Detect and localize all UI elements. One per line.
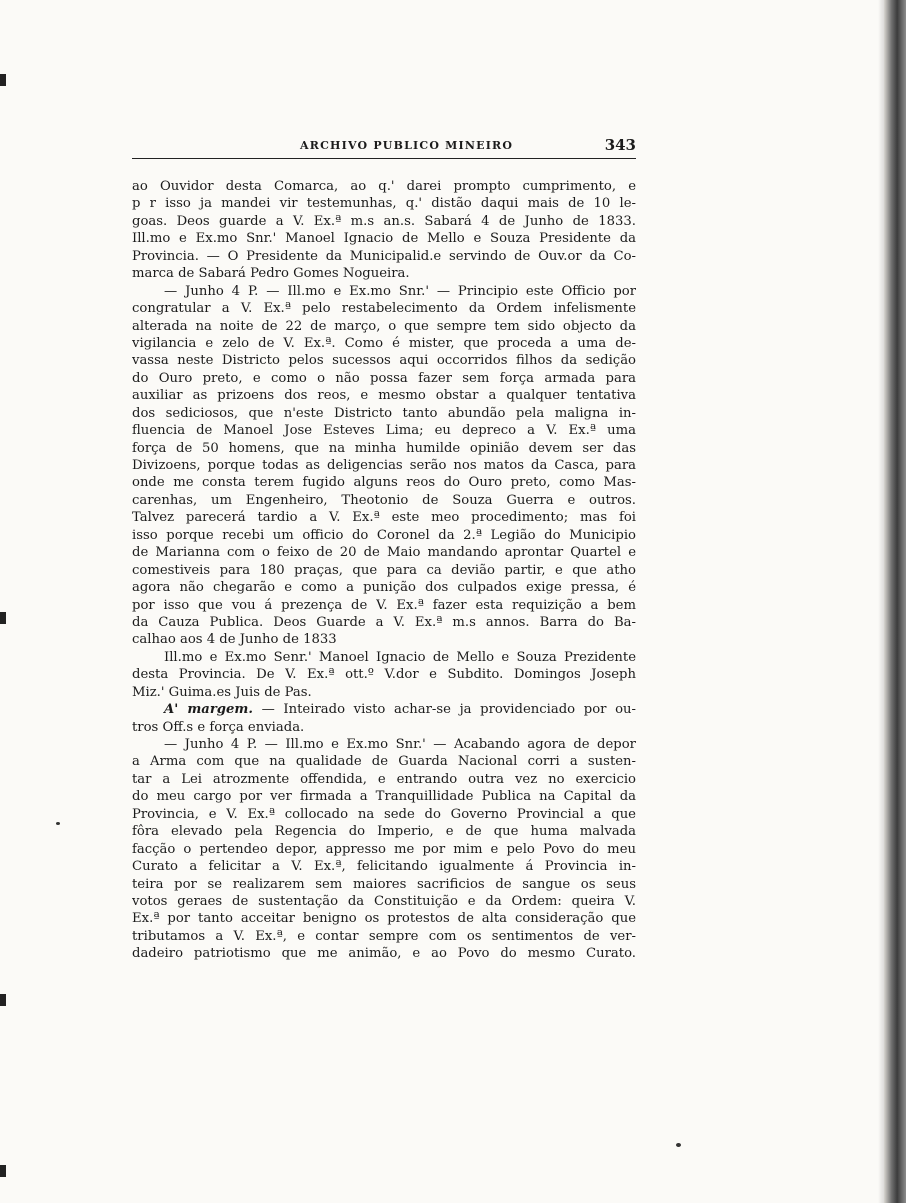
text-line: de Marianna com o feixo de 20 de Maio mandando aprontar Quartel e: [132, 545, 636, 561]
ink-speck: [56, 822, 60, 825]
margin-note-label: A' margem.: [164, 702, 253, 718]
text-line: p r isso ja mandei vir testemunhas, q.' distão daqui mais de 10 le-: [132, 196, 636, 212]
text-line: fluencia de Manoel Jose Esteves Lima; eu depreco a V. Ex.ª uma: [132, 423, 636, 439]
text-line: agora não chegarão e como a punição dos culpados exige pressa, é: [132, 580, 636, 596]
text-line: fôra elevado pela Regencia do Imperio, e de que huma malvada: [132, 824, 636, 840]
text-line: ao Ouvidor desta Comarca, ao q.' darei prompto cumprimento, e: [132, 179, 636, 194]
text-line: por isso que vou á prezença de V. Ex.ª fazer esta requizição a bem: [132, 597, 636, 613]
text-line: alterada na noite de 22 de março, o que sempre tem sido objecto da: [132, 318, 636, 334]
scan-edge-mark: [0, 612, 6, 624]
text-line: Provincia. — O Presidente da Municipalid.e servindo de Ouv.or da Co-: [132, 248, 636, 264]
text-line: — Junho 4 P. — Ill.mo e Ex.mo Snr.' — Principio este Officio por: [164, 283, 636, 299]
page-number: 343: [604, 136, 636, 154]
text-line: carenhas, um Engenheiro, Theotonio de Souza Guerra e outros.: [132, 492, 636, 508]
text-line: [132, 701, 636, 718]
text-line: vigilancia e zelo de V. Ex.ª. Como é mister, que proceda a uma de-: [132, 335, 636, 351]
text-line: votos geraes de sustentação da Constituição e da Ordem: queira V.: [132, 893, 636, 909]
book-spine-shadow: [884, 0, 906, 1203]
scan-edge-mark: [0, 994, 6, 1006]
text-line: teira por se realizarem sem maiores sacrificios de sangue os seus: [132, 876, 636, 892]
text-line: dadeiro patriotismo que me animão, e ao Povo do mesmo Curato.: [132, 946, 636, 962]
text-line: Ex.ª por tanto acceitar benigno os protestos de alta consideração que: [132, 911, 636, 927]
ink-speck: [676, 1143, 681, 1147]
text-line: da Cauza Publica. Deos Guarde a V. Ex.ª m.s annos. Barra do Ba-: [132, 614, 636, 630]
text-line: isso porque recebi um officio do Coronel da 2.ª Legião do Municipio: [132, 527, 636, 543]
text-line: Provincia, e V. Ex.ª collocado na sede do Governo Provincial a que: [132, 806, 636, 822]
text-line: auxiliar as prizoens dos reos, e mesmo obstar a qualquer tentativa: [132, 388, 636, 404]
text-line: Talvez parecerá tardio a V. Ex.ª este meo procedimento; mas foi: [132, 510, 636, 526]
text-line: Divizoens, porque todas as deligencias serão nos matos da Casca, para: [132, 458, 636, 473]
scan-edge-mark: [0, 74, 6, 86]
text-line: desta Provincia. De V. Ex.ª ott.º V.dor e Subdito. Domingos Joseph: [132, 667, 636, 683]
body-text: [132, 178, 636, 963]
text-line: calhao aos 4 de Junho de 1833: [132, 632, 337, 648]
text-line: Ill.mo e Ex.mo Senr.' Manoel Ignacio de Mello e Souza Prezidente: [164, 649, 636, 665]
text-line: goas. Deos guarde a V. Ex.ª m.s an.s. Sabará 4 de Junho de 1833.: [132, 213, 636, 229]
text-line: vassa neste Districto pelos sucessos aqui occorridos filhos da sedição: [132, 353, 636, 369]
text-line: tributamos a V. Ex.ª, e contar sempre com os sentimentos de ver-: [132, 928, 636, 944]
text-line: Curato a felicitar a V. Ex.ª, felicitando igualmente á Provincia in-: [132, 859, 636, 875]
text-line: do meu cargo por ver firmada a Tranquillidade Publica na Capital da: [132, 789, 636, 805]
margin-note-text: — Inteirado visto achar-se ja providenciado por ou-: [261, 702, 636, 718]
text-line: tros Off.s e força enviada.: [132, 719, 305, 735]
scan-edge-mark: [0, 1165, 6, 1177]
running-head: ARCHIVO PUBLICO MINEIRO: [300, 139, 514, 152]
text-line: onde me consta terem fugido alguns reos do Ouro preto, como Mas-: [132, 475, 636, 491]
text-line: dos sediciosos, que n'este Districto tanto abundão pela maligna in-: [132, 405, 636, 421]
gutter-shadow: [878, 0, 884, 1203]
text-line: tar a Lei atrozmente offendida, e entrando outra vez no exercicio: [132, 771, 636, 787]
text-line: — Junho 4 P. — Ill.mo e Ex.mo Snr.' — Acabando agora de depor: [164, 737, 636, 752]
page-header: [132, 136, 636, 158]
text-line: a Arma com que na qualidade de Guarda Nacional corri a susten-: [132, 754, 636, 770]
text-line: facção o pertendeo depor, appresso me por mim e pelo Povo do meu: [132, 841, 636, 857]
text-line: do Ouro preto, e como o não possa fazer sem força armada para: [132, 370, 636, 386]
text-line: Miz.' Guima.es Juis de Pas.: [132, 684, 312, 700]
text-line: comestiveis para 180 praças, que para ca devião partir, e que atho: [132, 562, 636, 578]
header-rule: [132, 158, 636, 159]
text-line: marca de Sabará Pedro Gomes Nogueira.: [132, 266, 410, 282]
text-line: Ill.mo e Ex.mo Snr.' Manoel Ignacio de Mello e Souza Presidente da: [132, 231, 636, 247]
text-line: força de 50 homens, que na minha humilde opinião devem ser das: [132, 440, 636, 456]
text-line: congratular a V. Ex.ª pelo restabelecimento da Ordem infelismente: [132, 301, 636, 317]
